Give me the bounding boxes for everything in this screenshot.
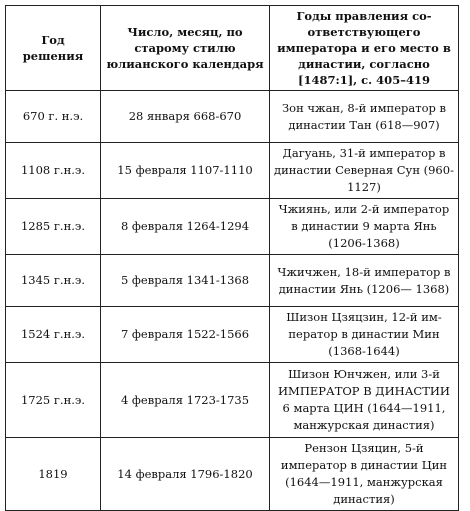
cell-emperor: Чжиянь, или 2-й император в династии 9 марта Янь (1206-1368) <box>270 199 459 255</box>
table-row <box>6 143 459 199</box>
cell-emperor: Шизон Юнчжен, или 3-й ИМПЕРАТОР В ДИНАСТИИ 6 марта ЦИН (1644—1911, манжурская династия) <box>270 363 459 438</box>
cell-emperor: Рензон Цзяцин, 5-й император в династии Цин (1644—1911, манжурская династия) <box>270 438 459 511</box>
table-row <box>6 255 459 307</box>
cell-date: 8 февраля 1264-1294 <box>101 199 270 255</box>
header-reign-years: Годы правления со-ответствующего императора и его место в династии, согласно [1487:1], с. 405–419 <box>270 6 459 91</box>
cell-year: 1108 г.н.э. <box>6 143 101 199</box>
cell-year: 670 г. н.э. <box>6 91 101 143</box>
cell-emperor: Зон чжан, 8-й император в династии Тан (618—907) <box>270 91 459 143</box>
table-row <box>6 307 459 363</box>
cell-emperor: Чжичжен, 18-й император в династии Янь (1206— 1368) <box>270 255 459 307</box>
header-year-of-decision: Год решения <box>6 6 101 91</box>
cell-date: 4 февраля 1723-1735 <box>101 363 270 438</box>
table-row <box>6 91 459 143</box>
table-row <box>6 438 459 511</box>
table-row <box>6 199 459 255</box>
cell-date: 14 февраля 1796-1820 <box>101 438 270 511</box>
cell-year: 1819 <box>6 438 101 511</box>
cell-emperor: Шизон Цзяцзин, 12-й им-ператор в династии Мин (1368-1644) <box>270 307 459 363</box>
cell-year: 1345 г.н.э. <box>6 255 101 307</box>
cell-date: 15 февраля 1107-1110 <box>101 143 270 199</box>
cell-year: 1725 г.н.э. <box>6 363 101 438</box>
cell-date: 7 февраля 1522-1566 <box>101 307 270 363</box>
cell-date: 28 января 668-670 <box>101 91 270 143</box>
cell-year: 1524 г.н.э. <box>6 307 101 363</box>
table-header-row <box>6 6 459 91</box>
cell-date: 5 февраля 1341-1368 <box>101 255 270 307</box>
rulers-table <box>5 5 459 511</box>
cell-year: 1285 г.н.э. <box>6 199 101 255</box>
table-row <box>6 363 459 438</box>
header-julian-date: Число, месяц, по старому стилю юлианского календаря <box>101 6 270 91</box>
cell-emperor: Дагуань, 31-й император в династии Северная Сун (960-1127) <box>270 143 459 199</box>
